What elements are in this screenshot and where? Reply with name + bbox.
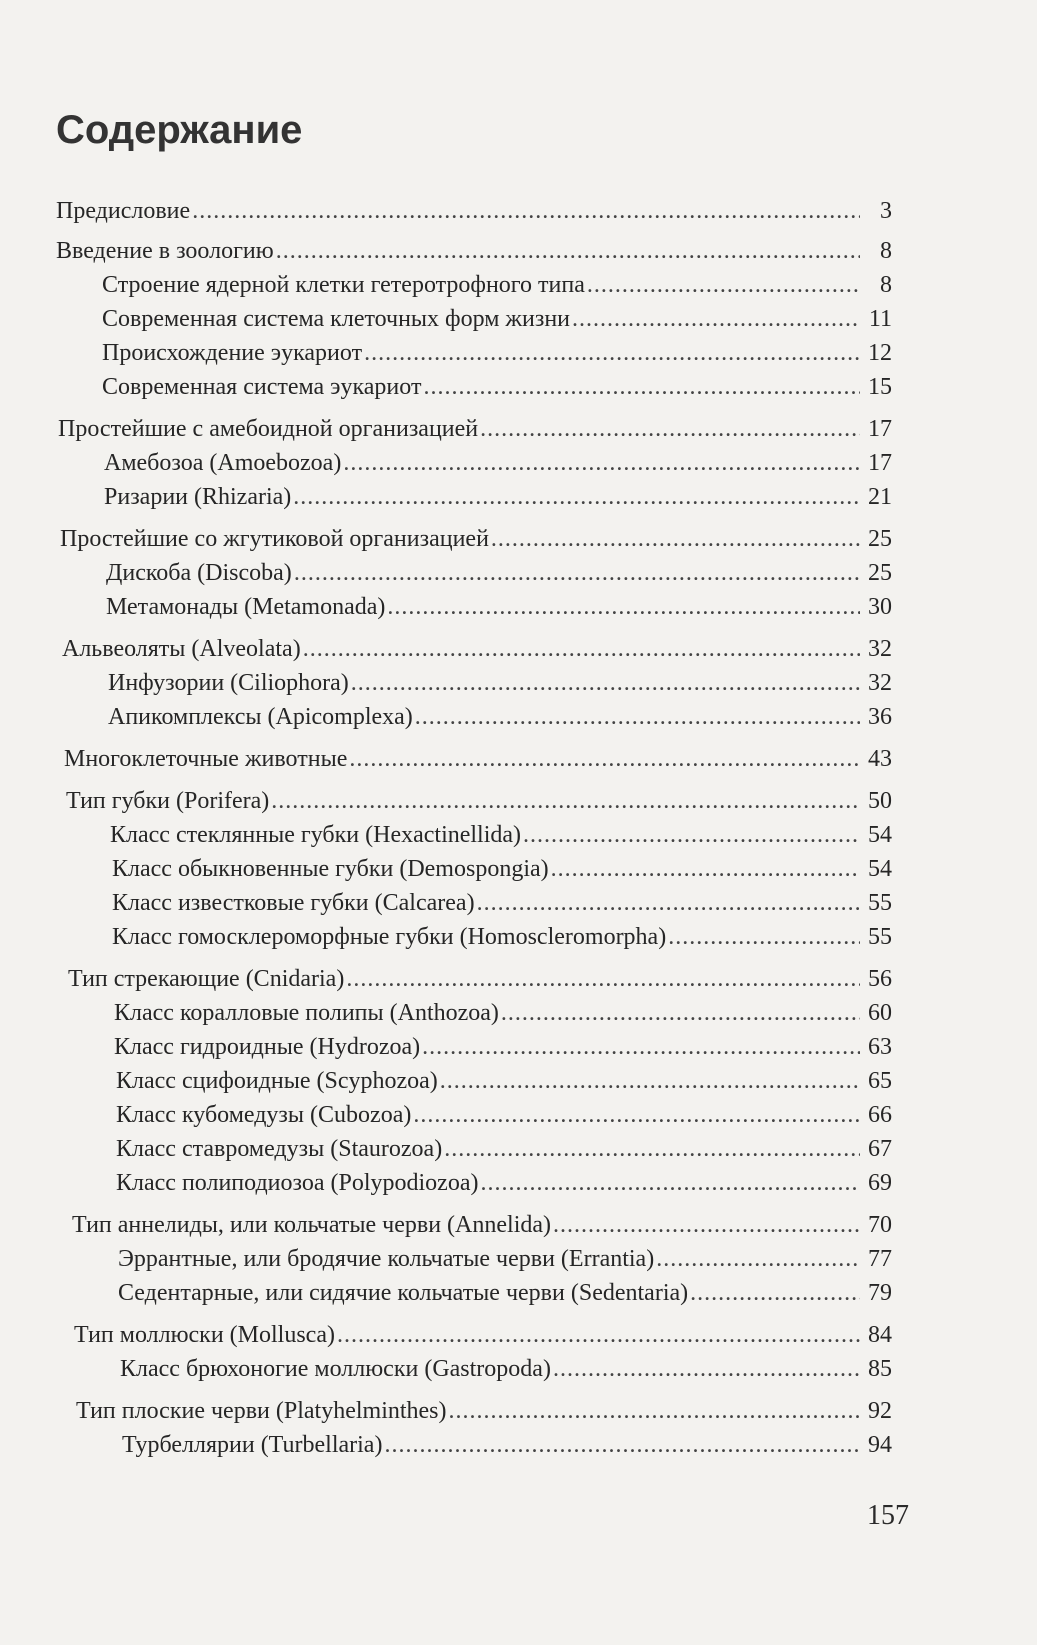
dot-leader: [423, 372, 860, 402]
toc-entry-title: Тип моллюски (Mollusca): [74, 1322, 335, 1348]
toc-entry[interactable]: [116, 1066, 892, 1096]
toc-entry[interactable]: [104, 482, 892, 512]
toc-entry-page: 3: [880, 198, 892, 224]
toc-entry[interactable]: [74, 1320, 892, 1350]
toc-entry-title: Класс полиподиозоа (Polypodiozoa): [116, 1170, 479, 1196]
toc-entry-page: 63: [868, 1034, 892, 1060]
dot-leader: [192, 196, 860, 226]
dot-leader: [364, 338, 860, 368]
toc-entry[interactable]: [62, 634, 892, 664]
toc-entry-title: Класс сцифоидные (Scyphozoa): [116, 1068, 438, 1094]
toc-entry[interactable]: [108, 702, 892, 732]
toc-entry[interactable]: [116, 1134, 892, 1164]
dot-leader: [668, 922, 860, 952]
toc-entry[interactable]: [116, 1168, 892, 1198]
toc-entry-title: Дискоба (Discoba): [106, 560, 292, 586]
toc-entry-title: Класс гидроидные (Hydrozoa): [114, 1034, 421, 1060]
toc-entry-title: Строение ядерной клетки гетеротрофного типа: [102, 272, 585, 298]
dot-leader: [553, 1354, 860, 1384]
toc-entry[interactable]: [66, 786, 892, 816]
dot-leader: [656, 1244, 860, 1274]
toc-entry-page: 67: [868, 1136, 892, 1162]
toc-entry-title: Многоклеточные животные: [64, 746, 348, 772]
toc-entry-title: Тип стрекающие (Cnidaria): [68, 966, 345, 992]
toc-entry-page: 84: [868, 1322, 892, 1348]
dot-leader: [480, 1168, 860, 1198]
toc-entry[interactable]: [64, 744, 892, 774]
dot-leader: [587, 270, 860, 300]
toc-entry-title: Седентарные, или сидячие кольчатые черви (Sedentaria): [118, 1280, 689, 1306]
toc-entry-page: 60: [868, 1000, 892, 1026]
toc-entry-page: 15: [868, 374, 892, 400]
toc-entry[interactable]: [120, 1354, 892, 1384]
dot-leader: [480, 414, 860, 444]
toc-entry[interactable]: [102, 372, 892, 402]
dot-leader: [444, 1134, 860, 1164]
dot-leader: [491, 524, 860, 554]
dot-leader: [422, 1032, 860, 1062]
toc-entry-title: Современная система эукариот: [102, 374, 422, 400]
toc-entry-page: 65: [868, 1068, 892, 1094]
toc-entry[interactable]: [112, 854, 892, 884]
toc-entry-title: Класс кубомедузы (Cubozoa): [116, 1102, 412, 1128]
toc-entry-page: 12: [868, 340, 892, 366]
dot-leader: [501, 998, 860, 1028]
toc-entry-page: 32: [868, 636, 892, 662]
toc-entry[interactable]: [56, 196, 892, 226]
toc-entry[interactable]: [106, 592, 892, 622]
toc-entry-page: 55: [868, 890, 892, 916]
toc-entry[interactable]: [72, 1210, 892, 1240]
page-title: Содержание: [56, 108, 303, 152]
toc-entry-page: 30: [868, 594, 892, 620]
toc-entry-title: Эррантные, или бродячие кольчатые черви (Errantia): [118, 1246, 655, 1272]
toc-entry-title: Класс обыкновенные губки (Demospongia): [112, 856, 549, 882]
toc-entry-title: Предисловие: [56, 198, 191, 224]
toc-entry-title: Метамонады (Metamonada): [106, 594, 386, 620]
toc-entry-title: Класс гомосклероморфные губки (Homoscleromorpha): [112, 924, 667, 950]
dot-leader: [415, 702, 860, 732]
toc-entry-title: Класс коралловые полипы (Anthozoa): [114, 1000, 499, 1026]
toc-entry[interactable]: [102, 338, 892, 368]
toc-entry-page: 25: [868, 526, 892, 552]
toc-entry-page: 17: [868, 416, 892, 442]
toc-entry-title: Класс ставромедузы (Staurozoa): [116, 1136, 443, 1162]
toc-entry[interactable]: [106, 558, 892, 588]
dot-leader: [343, 448, 860, 478]
toc-entry-title: Инфузории (Ciliophora): [108, 670, 349, 696]
toc-entry[interactable]: [112, 922, 892, 952]
toc-entry-title: Простейшие со жгутиковой организацией: [60, 526, 489, 552]
toc-entry-page: 70: [868, 1212, 892, 1238]
toc-entry-title: Введение в зоологию: [56, 238, 274, 264]
toc-entry[interactable]: [122, 1430, 892, 1460]
dot-leader: [276, 236, 860, 266]
toc-entry[interactable]: [118, 1244, 892, 1274]
dot-leader: [477, 888, 860, 918]
toc-entry-title: Тип плоские черви (Platyhelminthes): [76, 1398, 447, 1424]
toc-entry-page: 11: [868, 306, 892, 332]
dot-leader: [384, 1430, 860, 1460]
toc-entry-page: 94: [868, 1432, 892, 1458]
page-number: 157: [867, 1500, 909, 1531]
toc-entry[interactable]: [114, 1032, 892, 1062]
dot-leader: [553, 1210, 860, 1240]
toc-entry-page: 66: [868, 1102, 892, 1128]
toc-entry-title: Тип аннелиды, или кольчатые черви (Annelida): [72, 1212, 552, 1238]
toc-entry-title: Амебозоа (Amoebozoa): [104, 450, 342, 476]
dot-leader: [449, 1396, 860, 1426]
toc-entry-page: 17: [868, 450, 892, 476]
toc-entry[interactable]: [104, 448, 892, 478]
toc-entry[interactable]: [58, 414, 892, 444]
toc-entry-page: 8: [880, 238, 892, 264]
toc-entry-page: 43: [868, 746, 892, 772]
toc-entry-page: 77: [868, 1246, 892, 1272]
dot-leader: [294, 558, 860, 588]
toc-entry-title: Класс стеклянные губки (Hexactinellida): [110, 822, 522, 848]
toc-entry-page: 54: [868, 822, 892, 848]
toc-entry-title: Турбеллярии (Turbellaria): [122, 1432, 383, 1458]
dot-leader: [351, 668, 860, 698]
dot-leader: [293, 482, 860, 512]
dot-leader: [349, 744, 860, 774]
toc-entry-page: 92: [868, 1398, 892, 1424]
toc-entry-page: 85: [868, 1356, 892, 1382]
toc-entry[interactable]: [114, 998, 892, 1028]
toc-entry-page: 36: [868, 704, 892, 730]
dot-leader: [346, 964, 860, 994]
toc-entry-page: 55: [868, 924, 892, 950]
dot-leader: [551, 854, 860, 884]
toc-entry-title: Апикомплексы (Apicomplexa): [108, 704, 413, 730]
toc-entry-page: 50: [868, 788, 892, 814]
toc-entry[interactable]: [76, 1396, 892, 1426]
toc-entry[interactable]: [110, 820, 892, 850]
toc-entry[interactable]: [102, 304, 892, 334]
dot-leader: [690, 1278, 860, 1308]
toc-entry-page: 56: [868, 966, 892, 992]
toc-entry-title: Тип губки (Porifera): [66, 788, 270, 814]
toc-entry-title: Происхождение эукариот: [102, 340, 363, 366]
toc-entry-title: Класс известковые губки (Calcarea): [112, 890, 475, 916]
dot-leader: [523, 820, 860, 850]
toc-entry-page: 32: [868, 670, 892, 696]
toc-entry[interactable]: [60, 524, 892, 554]
toc-entry-title: Современная система клеточных форм жизни: [102, 306, 571, 332]
toc-entry-title: Простейшие с амебоидной организацией: [58, 416, 479, 442]
toc-entry[interactable]: [56, 236, 892, 266]
toc-entry[interactable]: [118, 1278, 892, 1308]
toc-entry[interactable]: [108, 668, 892, 698]
dot-leader: [572, 304, 860, 334]
dot-leader: [387, 592, 860, 622]
toc-entry[interactable]: [112, 888, 892, 918]
toc-entry-title: Альвеоляты (Alveolata): [62, 636, 301, 662]
toc-entry-page: 21: [868, 484, 892, 510]
toc-entry-title: Класс брюхоногие моллюски (Gastropoda): [120, 1356, 551, 1382]
toc-entry-page: 8: [880, 272, 892, 298]
dot-leader: [337, 1320, 860, 1350]
toc-entry-page: 25: [868, 560, 892, 586]
dot-leader: [303, 634, 860, 664]
toc-entry-page: 79: [868, 1280, 892, 1306]
toc-entry-page: 69: [868, 1170, 892, 1196]
toc-entry-title: Ризарии (Rhizaria): [104, 484, 292, 510]
dot-leader: [440, 1066, 860, 1096]
toc-entry[interactable]: [102, 270, 892, 300]
toc-entry-page: 54: [868, 856, 892, 882]
toc-entry[interactable]: [116, 1100, 892, 1130]
dot-leader: [271, 786, 860, 816]
dot-leader: [413, 1100, 860, 1130]
toc-entry[interactable]: [68, 964, 892, 994]
